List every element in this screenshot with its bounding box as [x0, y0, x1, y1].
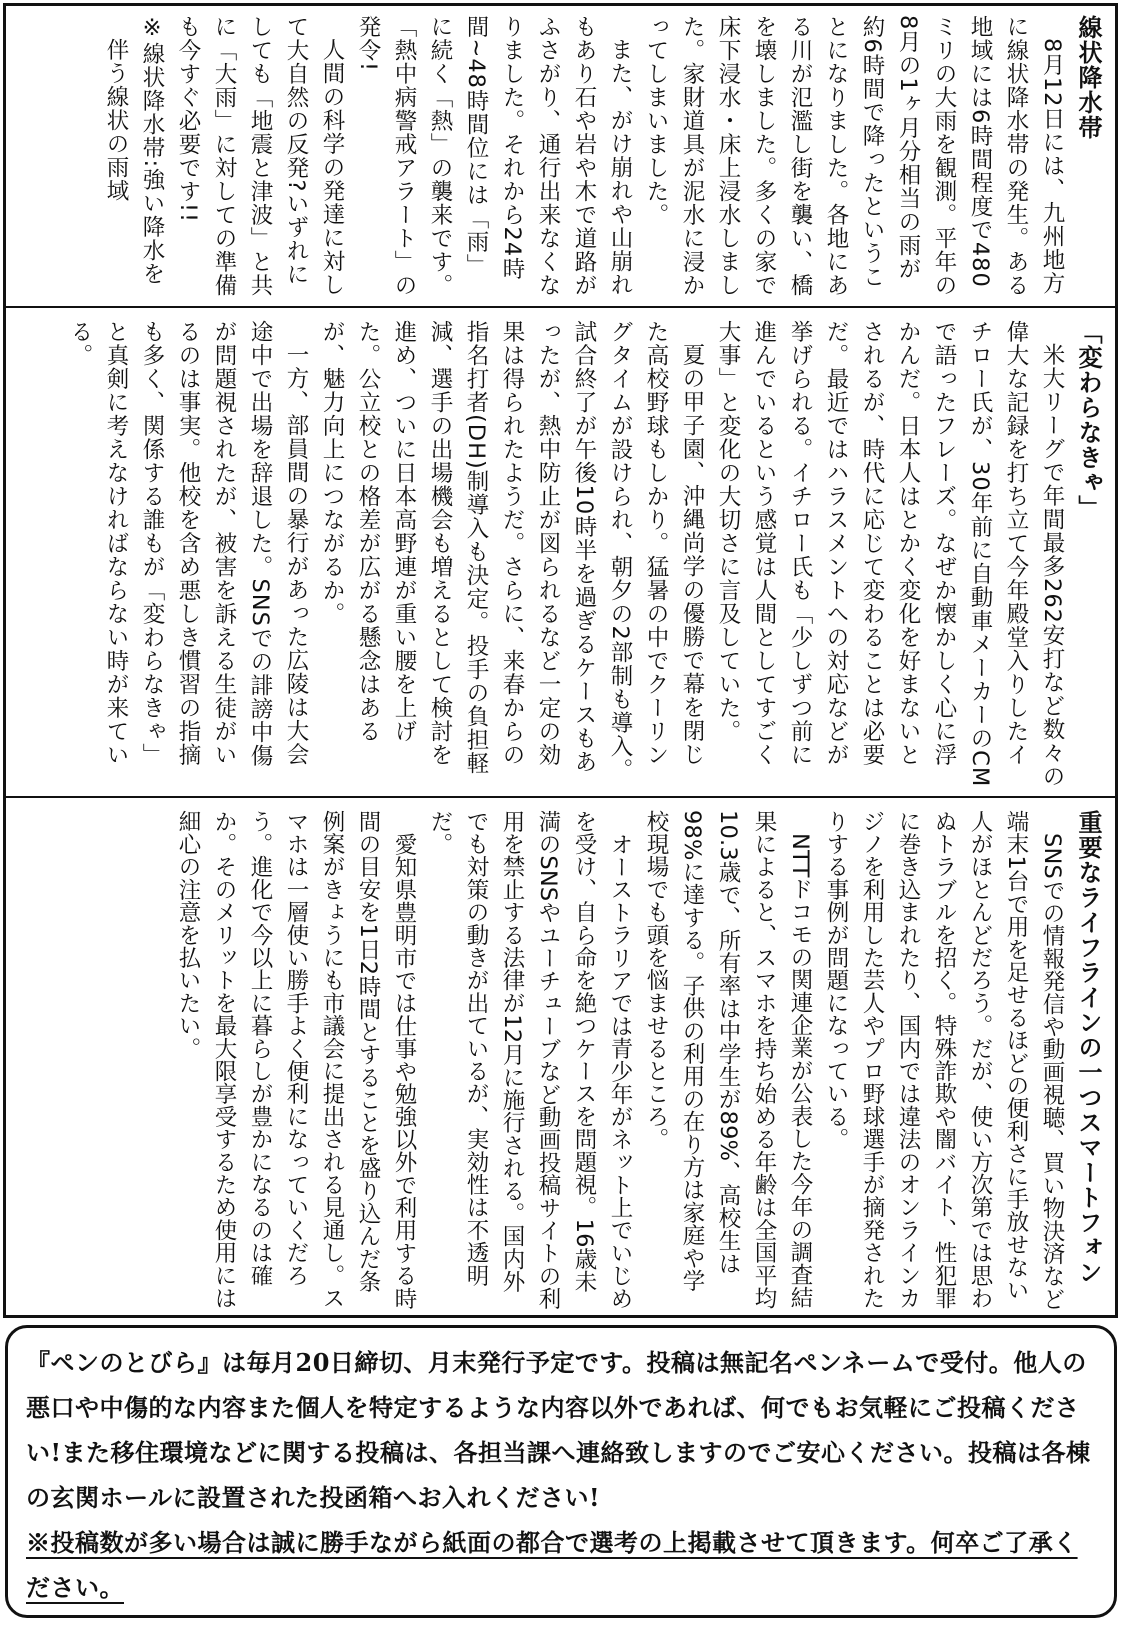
submission-notice-box	[5, 1325, 1117, 1618]
article-paragraph: 愛知県豊明市では仕事や勉強以外で利用する時間の目安を1日2時間とすることを盛り込んだ条例案がきょうにも市議会に提出される見通し。スマホは一層使い勝手よく便利になっていくだろう。進化で今以上に暮らしが豊かになるのは確か。そのメリットを最大限享受するため使用には細心の注意を払いたい。	[175, 810, 417, 1310]
article-paragraph: 一方、部員間の暴行があった広陵は大会途中で出場を辞退した。SNSでの誹謗中傷が問題視されたが、被害を訴える生徒がいるのは事実。他校を含め悪しき慣習の指摘も多く、関係する誰もが「変わらなきゃ」と真剣に考えなければならない時が来ている。	[67, 320, 309, 768]
article-body	[15, 320, 1106, 788]
article-paragraph: 夏の甲子園、沖縄尚学の優勝で幕を閉じた高校野球もしかり。猛暑の中でクーリングタイムが設けられ、朝夕の2部制も導入。試合終了が午後10時半を過ぎるケースもあったが、熱中防止が図られるなど一定の効果は得られたようだ。さらに、来春からの指名打者(DH)制導入も決定。投手の負担軽減、選手の出場機会も増えるとして検討を進め、ついに日本高野連が重い腰を上げた。公立校との格差が広がる懸念はあるが、魅力向上につながるか。	[319, 320, 705, 782]
deadline-date: 20日	[295, 1348, 355, 1377]
article-body	[15, 15, 1106, 298]
footnote-description: 伴う線状の雨域	[103, 37, 129, 202]
submission-notice-text	[26, 1340, 1098, 1520]
article-paragraph: 米大リーグで年間最多262安打など数々の偉大な記録を打ち立て今年殿堂入りしたイチロー氏が、30年前に自動車メーカーのCMで語ったフレーズ。なぜか懐かしく心に浮かんだ。日本人はとかく変化を好まないとされるが、時代に応じて変わることは必要だ。最近ではハラスメントへの対応などが挙げられる。イチロー氏も「少しずつ前に進んでいるという感覚は人間としてすごく大事」と変化の大切さに言及していた。	[715, 320, 1065, 788]
article-paragraph: NTTドコモの関連企業が公表した今年の調査結果によると、スマホを持ち始める年齢は全国平均10.3歳で、所有率は中学生が89%、高校生は98%に達する。子供の利用の在り方は家庭や学校現場でも頭を悩ませるところ。	[643, 810, 813, 1310]
article-paragraph: 人間の科学の発達に対して大自然の反発?いずれにしても「地震と津波」と共に「大雨」に対しての準備も今すぐ必要です!!	[175, 15, 345, 297]
publish-timing: 月末	[427, 1348, 477, 1377]
article-senjo-kousuitai	[3, 3, 1118, 308]
footnote	[98, 15, 170, 298]
publication-title: 『ペンのとびら』	[26, 1348, 222, 1377]
notice-text: 発行予定です。投稿は無記名ペンネームで受付。他人の悪口や中傷的な内容また個人を特定するような内容以外であれば、何でもお気軽にご投稿ください!また移住環境などに関する投稿は、各担当課へ連絡致しますのでご安心ください。投稿は各棟の玄関ホールに設置された投函箱へお入れください!	[26, 1348, 1091, 1512]
article-paragraph: また、がけ崩れや山崩れもあり石や岩や木で道路がふさがり、通行出来なくなりました。それから24時間~48時間位には「雨」に続く「熱」の襲来です。「熱中病警戒アラート」の発令!	[355, 15, 633, 297]
article-heading: 「変わらなきゃ」	[1074, 320, 1102, 520]
article-kawaranakya	[3, 308, 1118, 798]
article-heading: 重要なライフラインの一つスマートフォン	[1074, 810, 1102, 1285]
article-smartphone	[3, 798, 1118, 1318]
article-paragraph: オーストラリアでは青少年がネット上でいじめを受け、自ら命を絶つケースを問題視。16歳未満のSNSやユーチューブなど動画投稿サイトの利用を禁止する法律が12月に施行される。国内外でも対策の動きが出ているが、実効性は不透明だ。	[427, 810, 633, 1310]
article-body	[15, 810, 1106, 1310]
footnote-term: ※線状降水帯:強い降水を	[139, 15, 165, 286]
notice-text: 締切、	[354, 1348, 428, 1377]
article-heading: 線状降水帯	[1074, 15, 1102, 140]
caution-note: ※投稿数が多い場合は誠に勝手ながら紙面の都合で選考の上掲載させて頂きます。何卒ご了承ください。	[26, 1528, 1078, 1602]
article-paragraph: 8月12日には、九州地方に線状降水帯の発生。ある地域には6時間程度で480ミリの大雨を観測。平年の8月の1ヶ月分相当の雨が約6時間で降ったということになりました。各地にある川が氾濫し街を襲い、橋を壊しました。多くの家で床下浸水・床上浸水しました。家財道具が泥水に浸かってしまいました。	[643, 15, 1065, 297]
notice-text: は毎月	[222, 1348, 296, 1377]
article-paragraph: SNSでの情報発信や動画視聴、買い物決済など端末1台で用を足せるほどの便利さに手放せない人がほとんどだろう。だが、使い方次第では思わぬトラブルを招く。特殊詐欺や闇バイト、性犯罪に巻き込まれたり、国内では違法のオンラインカジノを利用した芸人やプロ野球選手が摘発されたりする事例が問題になっている。	[823, 810, 1065, 1310]
